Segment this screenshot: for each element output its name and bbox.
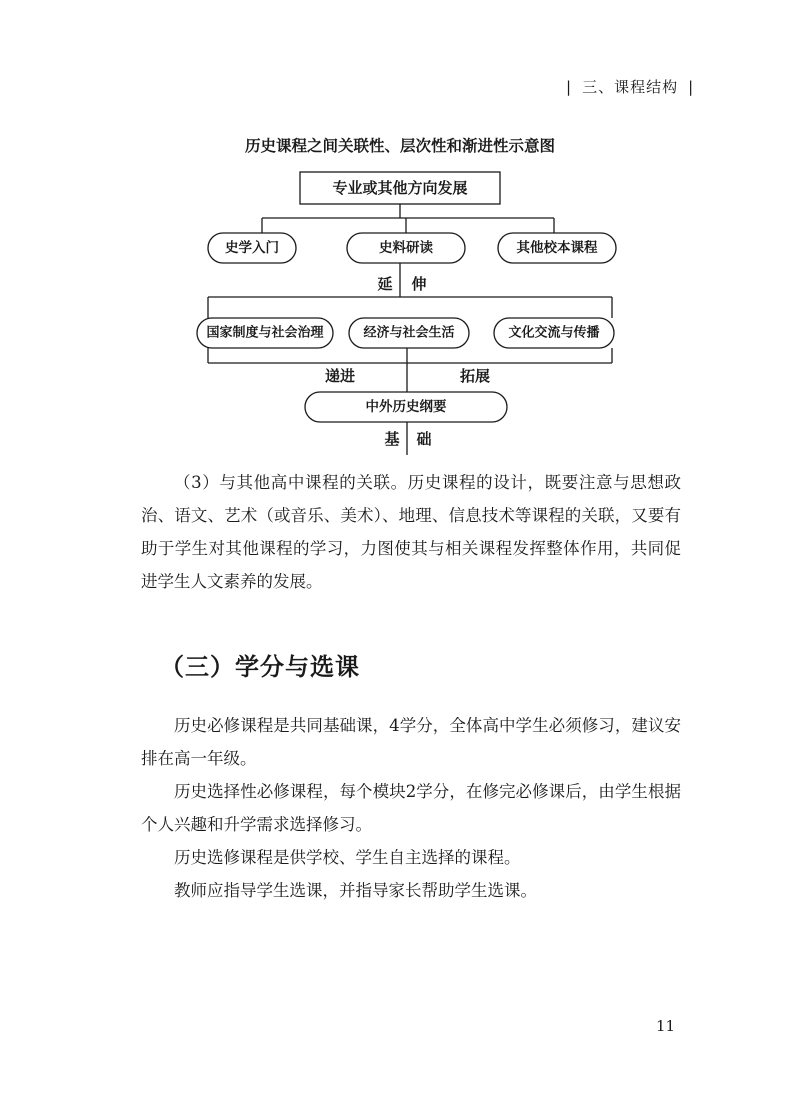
elective-label-1: 史学入门 <box>225 240 279 256</box>
paragraph-elective: 历史选修课程是供学校、学生自主选择的课程。 <box>174 848 521 867</box>
extend-label-left: 延 <box>377 275 393 293</box>
paragraph-compulsory: 历史必修课程是共同基础课，4学分，全体高中学生必须修习，建议安排在高一年级。 <box>141 716 681 768</box>
relation-paragraph <box>141 466 681 598</box>
section-heading: （三）学分与选课 <box>160 653 360 681</box>
credits-section-body <box>141 709 681 907</box>
top-box-label: 专业或其他方向发展 <box>332 179 468 197</box>
selective-label-1: 国家制度与社会治理 <box>206 325 324 341</box>
extend-label-right: 伸 <box>411 275 427 293</box>
paragraph-guidance: 教师应指导学生选课，并指导家长帮助学生选课。 <box>174 881 537 900</box>
progress-label: 递进 <box>324 367 356 385</box>
header-divider-left: | <box>566 78 573 96</box>
running-header <box>556 76 704 97</box>
header-divider-right: | <box>688 78 695 96</box>
selective-label-3: 文化交流与传播 <box>508 325 600 341</box>
expand-label: 拓展 <box>459 367 491 385</box>
figure-title: 历史课程之间关联性、层次性和渐进性示意图 <box>244 137 555 155</box>
base-pill-label: 中外历史纲要 <box>365 399 447 415</box>
header-section-title: 三、课程结构 <box>582 78 679 96</box>
elective-label-2: 史料研读 <box>379 240 433 256</box>
selective-label-2: 经济与社会生活 <box>363 325 455 341</box>
elective-label-3: 其他校本课程 <box>516 240 598 256</box>
paragraph-text: （3）与其他高中课程的关联。历史课程的设计，既要注意与思想政治、语文、艺术（或音乐、美术）、地理、信息技术等课程的关联，又要有助于学生对其他课程的学习，力图使其与相关课程发挥整体作用，共同促进学生人文素养的发展。 <box>141 473 681 591</box>
paragraph-selective-compulsory: 历史选择性必修课程，每个模块2学分，在修完必修课后，由学生根据个人兴趣和升学需求选择修习。 <box>141 782 681 834</box>
page-number: 11 <box>656 1017 676 1035</box>
base-label-right: 础 <box>416 430 432 448</box>
course-relation-diagram <box>180 160 620 460</box>
base-label-left: 基 <box>384 430 400 448</box>
